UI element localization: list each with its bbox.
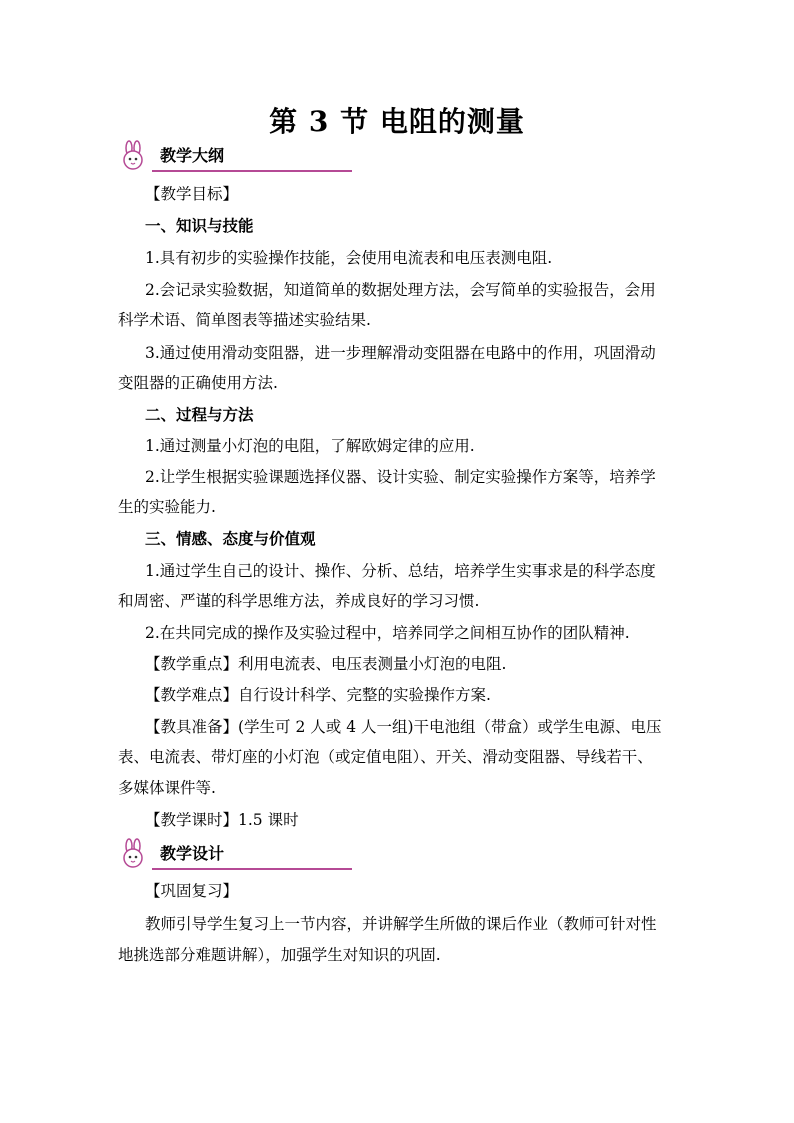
text-line: 2.会记录实验数据，知道简单的数据处理方法，会写简单的实验报告，会用 [145,281,656,299]
text-line: 【教学目标】 [145,185,239,203]
subheading: 一、知识与技能 [145,217,254,235]
page-title: 第 3 节 电阻的测量 [269,105,525,138]
text-line: 【教学难点】自行设计科学、完整的实验操作方案. [145,686,491,704]
text-line: 和周密、严谨的科学思维方法，养成良好的学习习惯. [118,592,480,610]
section-label-design: 教学设计 [160,844,225,863]
text-line: 2.在共同完成的操作及实验过程中，培养同学之间相互协作的团队精神. [145,624,630,642]
text-line: 地挑选部分难题讲解），加强学生对知识的巩固. [118,946,441,964]
text-line: 变阻器的正确使用方法. [118,374,278,392]
text-line: 1.通过学生自己的设计、操作、分析、总结，培养学生实事求是的科学态度 [145,562,656,580]
text-line: 1.通过测量小灯泡的电阻，了解欧姆定律的应用. [145,437,475,455]
text-line: 科学术语、简单图表等描述实验结果. [118,311,371,329]
text-line: 生的实验能力. [118,498,216,516]
subheading: 二、过程与方法 [145,406,254,424]
text-line: 【巩固复习】 [145,882,239,900]
text-line: 3.通过使用滑动变阻器，进一步理解滑动变阻器在电路中的作用，巩固滑动 [145,344,656,362]
subheading: 三、情感、态度与价值观 [145,530,316,548]
text-line: 表、电流表、带灯座的小灯泡（或定值电阻）、开关、滑动变阻器、导线若干、 [118,748,653,766]
text-line: 2.让学生根据实验课题选择仪器、设计实验、制定实验操作方案等，培养学 [145,468,656,486]
rabbit-mascot-icon [118,838,150,870]
section-underline [152,868,352,870]
text-line: 【教具准备】(学生可 2 人或 4 人一组)干电池组（带盒）或学生电源、电压 [145,718,662,736]
section-header-design [118,838,268,872]
section-underline [152,170,352,172]
text-line: 【教学重点】利用电流表、电压表测量小灯泡的电阻. [145,655,507,673]
text-line: 多媒体课件等. [118,779,216,797]
text-line: 【教学课时】1.5 课时 [145,811,299,829]
rabbit-mascot-icon [118,140,150,172]
section-header-outline [118,140,268,174]
text-line: 1.具有初步的实验操作技能，会使用电流表和电压表测电阻. [145,249,553,267]
text-line: 教师引导学生复习上一节内容，并讲解学生所做的课后作业（教师可针对性 [145,915,657,933]
section-label-outline: 教学大纲 [160,146,225,165]
